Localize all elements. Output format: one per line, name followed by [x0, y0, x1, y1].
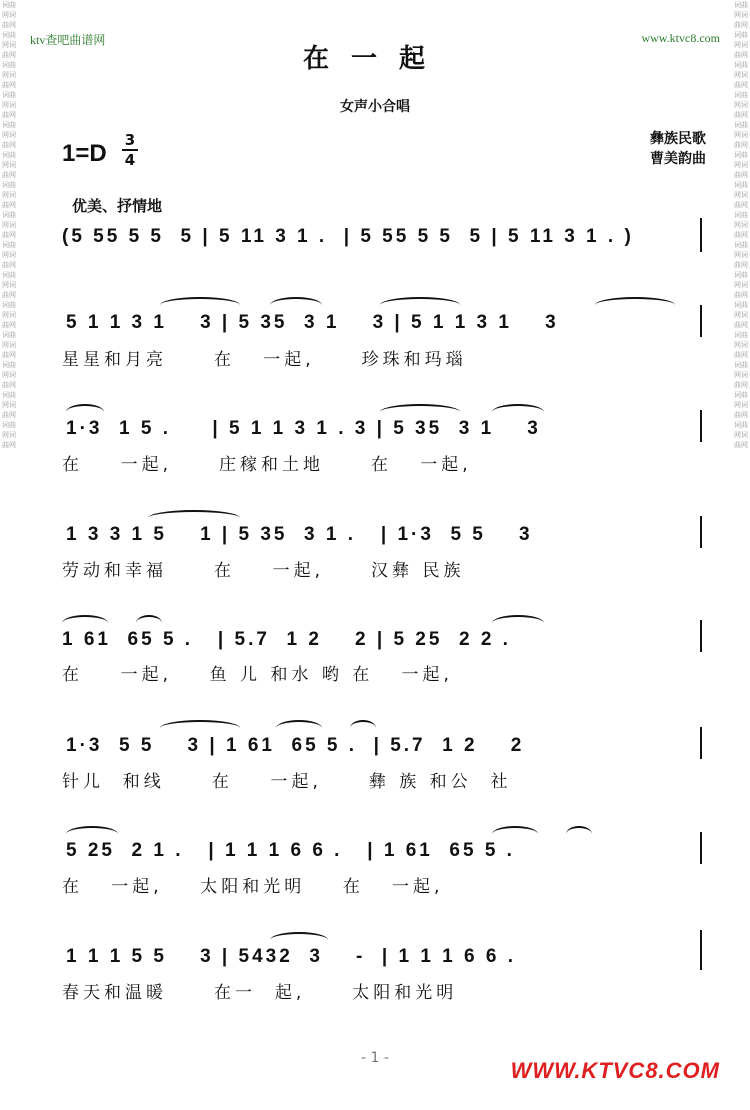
system-4-notes: 1 61 65 5 . | 5.7 1 2 2 | 5 25 2 2 .: [62, 629, 511, 650]
system-4-lyrics: 在 一起, 鱼 儿 和水 哟 在 一起,: [62, 665, 453, 685]
slur: [566, 826, 592, 842]
meter-bottom: 4: [124, 151, 136, 169]
system-2-lyrics: 在 一起, 庄稼和土地 在 一起,: [62, 455, 472, 475]
credit-arranger: 曹美韵曲: [650, 151, 706, 167]
barline: [700, 930, 702, 970]
side-watermark-left: 词曲网词曲网词曲网词曲网词曲网词曲网词曲网词曲网词曲网词曲网词曲网词曲网词曲网词曲网词曲网词曲网词曲网词曲网词曲网词曲网词曲网词曲网词曲网词曲网词曲网词曲网词曲网词曲网词曲网词曲网: [2, 1, 16, 449]
site-url-right: www.ktvc8.com: [641, 31, 720, 45]
system-6-notes: 5 25 2 1 . | 1 1 1 6 6 . | 1 61 65 5 .: [66, 840, 515, 861]
system-3-notes: 1 3 3 1 5 1 | 5 35 3 1 . | 1·3 5 5 3: [66, 524, 533, 545]
system-1-lyrics: 星星和月亮 在 一起, 珍珠和玛瑙: [62, 350, 467, 370]
slur: [276, 720, 322, 736]
site-watermark-logo: WWW.KTVC8.COM: [510, 1058, 720, 1083]
intro-end-barline: [700, 218, 702, 252]
song-title: 在一起: [302, 44, 447, 74]
slur: [160, 720, 240, 736]
barline: [700, 410, 702, 442]
system-2-notes: 1·3 1 5 . | 5 1 1 3 1 . 3 | 5 35 3 1 3: [66, 418, 541, 439]
system-3-lyrics: 劳动和幸福 在 一起, 汉彝 民族: [62, 561, 465, 581]
barline: [700, 305, 702, 337]
system-5-notes: 1·3 5 5 3 | 1 61 65 5 . | 5.7 1 2 2: [66, 735, 525, 756]
credit-origin: 彝族民歌: [650, 131, 706, 147]
system-5-lyrics: 针儿 和线 在 一起, 彝 族 和公 社: [62, 772, 512, 792]
site-name-left: ktv查吧曲谱网: [30, 33, 106, 47]
slur: [595, 297, 675, 313]
system-7-notes: 1 1 1 5 5 3 | 5432 3 - | 1 1 1 6 6 .: [66, 946, 516, 967]
side-watermark-right: 词曲网词曲网词曲网词曲网词曲网词曲网词曲网词曲网词曲网词曲网词曲网词曲网词曲网词曲网词曲网词曲网词曲网词曲网词曲网词曲网词曲网词曲网词曲网词曲网词曲网词曲网词曲网词曲网词曲网词曲网: [734, 1, 748, 449]
slur: [160, 297, 240, 313]
slur: [380, 297, 460, 313]
tempo-marking: 优美、抒情地: [72, 197, 163, 215]
key-signature: 1=D: [62, 140, 107, 167]
system-1-notes: 5 1 1 3 1 3 | 5 35 3 1 3 | 5 1 1 3 1 3: [66, 312, 559, 333]
slur: [350, 720, 376, 736]
page-number: - 1 -: [361, 1050, 389, 1066]
barline: [700, 832, 702, 864]
system-6-lyrics: 在 一起, 太阳和光明 在 一起,: [62, 877, 444, 897]
system-7-lyrics: 春天和温暖 在一 起, 太阳和光明: [62, 983, 458, 1003]
intro-notes: (5 55 5 5 5 | 5 11 3 1 . | 5 55 5 5 5 | 5 11 3 1 . ): [62, 226, 634, 247]
barline: [700, 620, 702, 652]
song-subtitle: 女声小合唱: [340, 99, 410, 115]
time-signature: [122, 132, 138, 168]
slur: [270, 297, 322, 313]
barline: [700, 516, 702, 548]
barline: [700, 727, 702, 759]
meter-top: 3: [124, 131, 136, 149]
